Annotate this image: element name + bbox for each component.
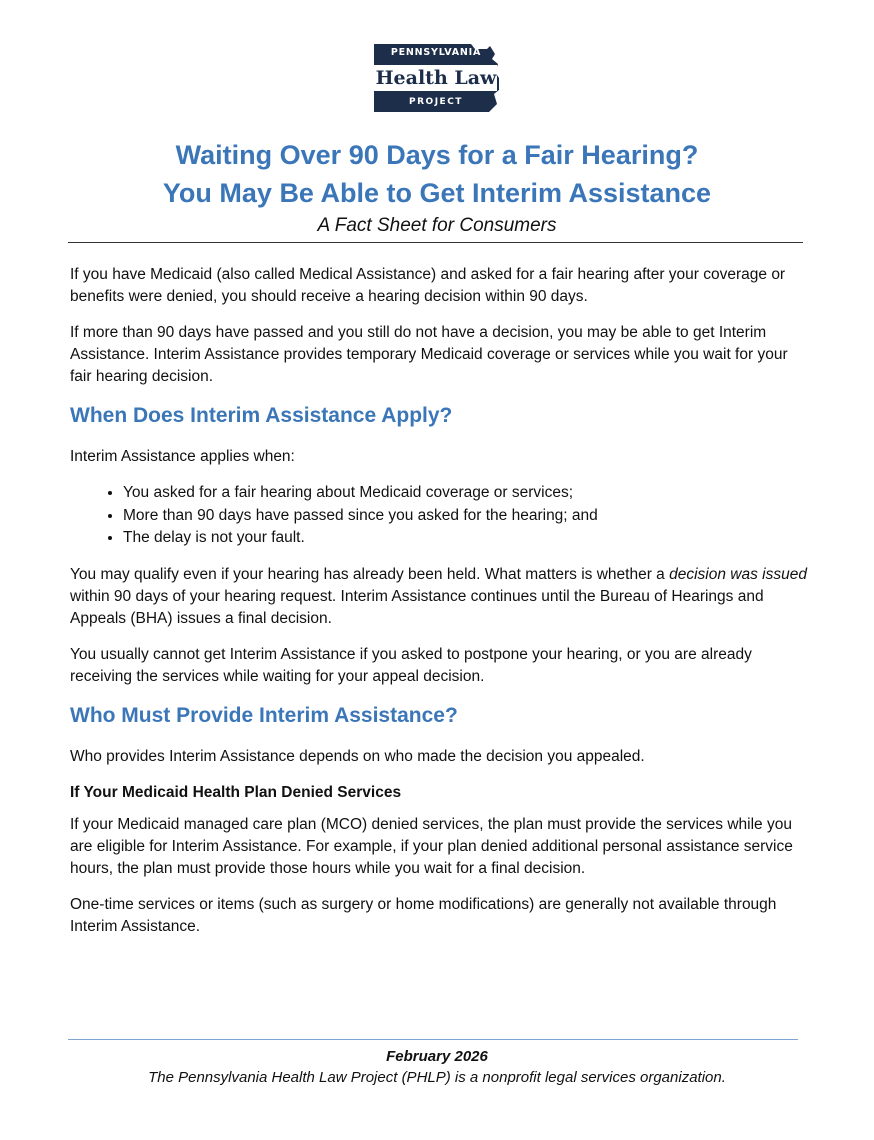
phlp-logo bbox=[371, 42, 501, 114]
section-when-lead: Interim Assistance applies when: bbox=[70, 448, 295, 465]
footer-organization-note: The Pennsylvania Health Law Project (PHLP) is a nonprofit legal services organization. bbox=[148, 1069, 726, 1086]
section-who-paragraph-1: If your Medicaid managed care plan (MCO) denied services, the plan must provide the services while you are eligible for Interim Assistance. For example, if your plan denied additional personal assistance service hours, the plan must provide those hours while you wait for a final decision. bbox=[70, 815, 793, 877]
logo-text-bottom: PROJECT bbox=[409, 97, 463, 107]
list-item: • You asked for a fair hearing about Medicaid coverage or services; bbox=[123, 482, 810, 505]
criteria-list bbox=[70, 482, 810, 550]
section-heading-when: When Does Interim Assistance Apply? bbox=[70, 404, 453, 427]
section-who-paragraph-2: One-time services or items (such as surgery or home modifications) are generally not available through Interim Assistance. bbox=[70, 895, 777, 935]
footer-divider bbox=[68, 1039, 798, 1040]
subtitle: A Fact Sheet for Consumers bbox=[317, 215, 557, 236]
section-heading-who: Who Must Provide Interim Assistance? bbox=[70, 703, 458, 727]
title-line-1: Waiting Over 90 Days for a Fair Hearing? bbox=[175, 140, 699, 170]
logo-text-top: PENNSYLVANIA bbox=[390, 47, 482, 58]
list-item: • The delay is not your fault. bbox=[123, 527, 810, 550]
logo-text-middle: Health Law bbox=[375, 67, 497, 89]
list-item: • More than 90 days have passed since you asked for the hearing; and bbox=[123, 505, 810, 528]
text-run: You may qualify even if your hearing has already been held. What matters is whether a bbox=[70, 565, 670, 583]
footer-date: February 2026 bbox=[386, 1048, 488, 1065]
subheading-health-plan: If Your Medicaid Health Plan Denied Services bbox=[70, 783, 402, 801]
section-when-paragraph-2: You usually cannot get Interim Assistance if you asked to postpone your hearing, or you are already receiving the services while waiting for your appeal decision. bbox=[70, 645, 752, 685]
header-divider bbox=[68, 242, 803, 243]
intro-paragraph-1: If you have Medicaid (also called Medical Assistance) and asked for a fair hearing after your coverage or benefits were denied, you should receive a hearing decision within 90 days. bbox=[70, 266, 786, 305]
section-when-paragraph-1 bbox=[70, 564, 810, 630]
italic-phrase: decision was issued bbox=[669, 565, 807, 583]
section-who-lead: Who provides Interim Assistance depends on who made the decision you appealed. bbox=[70, 747, 645, 765]
title-line-2: You May Be Able to Get Interim Assistance bbox=[162, 178, 712, 208]
intro-paragraph-2: If more than 90 days have passed and you still do not have a decision, you may be able to get Interim Assistance. Interim Assistance provides temporary Medicaid coverage or services while you wait for your fair hearing decision. bbox=[70, 324, 788, 385]
main-content bbox=[70, 264, 810, 952]
text-run: within 90 days of your hearing request. Interim Assistance continues until the Bureau of Hearings and Appeals (BHA) issues a final decision. bbox=[70, 587, 764, 627]
